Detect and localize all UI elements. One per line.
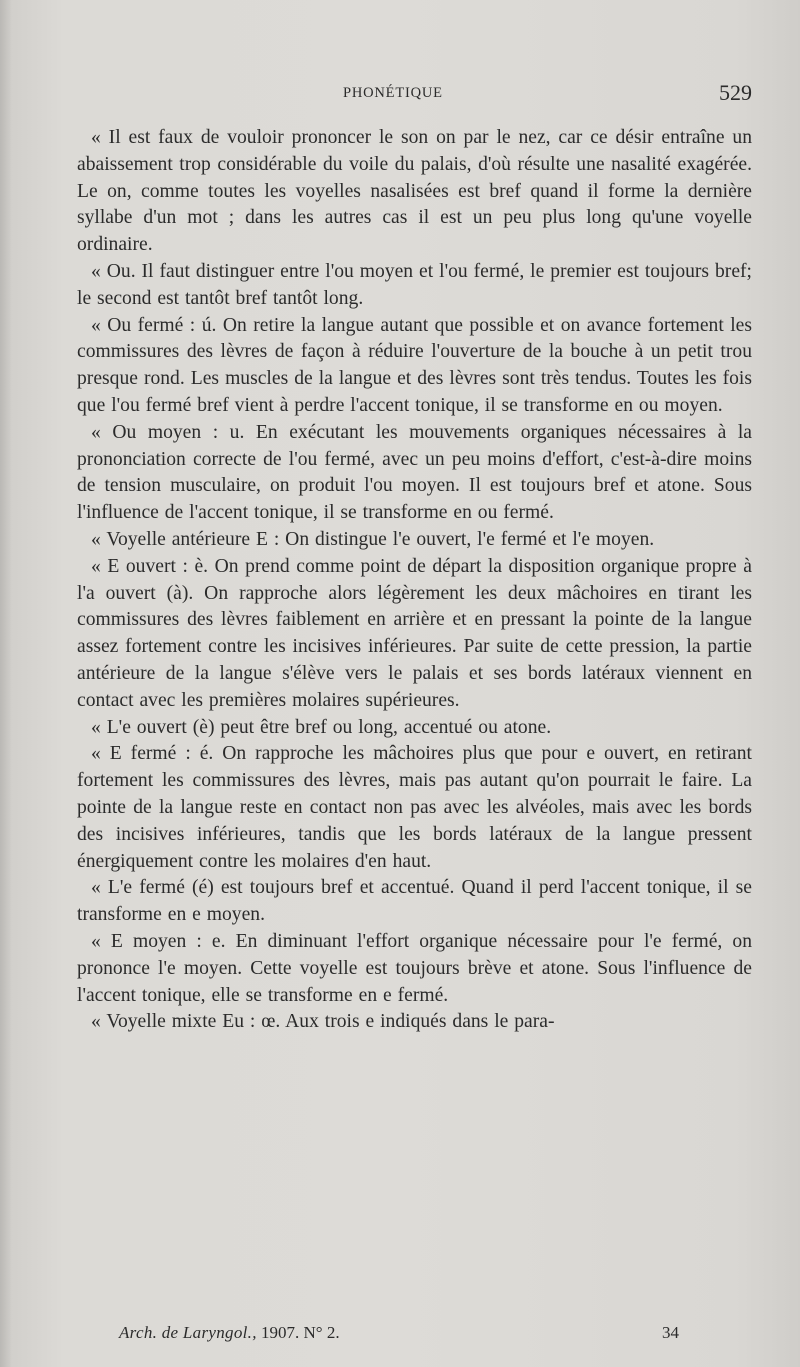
footer-signature: 34 <box>662 1323 679 1342</box>
paragraph-e-ferme: « E fermé : é. On rapproche les mâchoires plus que pour e ouvert, en retirant fortement les commissures des lèvres, mais pas autant qu'on pourrait le faire. La pointe de la langue reste en contact non pas avec les alvéoles, mais avec les bords des incisives inférieures, tandis que les bords latéraux de la langue pressent énergiquement contre les molaires d'en haut. <box>77 743 752 872</box>
footer-source <box>119 1323 340 1343</box>
page-fold-shadow <box>0 0 12 1367</box>
footer-journal: Arch. de Laryngol., <box>119 1323 257 1342</box>
paragraph-e-ferme-accent: « L'e fermé (é) est toujours bref et accentué. Quand il perd l'accent tonique, il se transforme en e moyen. <box>77 877 752 926</box>
paragraph-ou-ferme: « Ou fermé : ú. On retire la langue autant que possible et on avance fortement les commissures des lèvres de façon à réduire l'ouverture de la bouche à un petit trou presque rond. Les muscles de la langue et des lèvres sont très tendus. Toutes les fois que l'ou fermé bref vient à perdre l'accent tonique, il se transforme en ou moyen. <box>77 314 752 416</box>
paragraph-voyelle-mixte-eu: « Voyelle mixte Eu : œ. Aux trois e indiqués dans le para- <box>91 1011 555 1033</box>
paragraph-voyelle-anterieure-e: « Voyelle antérieure E : On distingue l'e ouvert, l'e fermé et l'e moyen. <box>91 528 655 550</box>
paragraph-e-moyen: « E moyen : e. En diminuant l'effort organique nécessaire pour l'e fermé, on prononce l'e moyen. Cette voyelle est toujours brève et atone. Sous l'influence de l'accent tonique, elle se transforme en e fermé. <box>77 930 752 1006</box>
paragraph-ou-moyen: « Ou moyen : u. En exécutant les mouvements organiques nécessaires à la prononciation correcte de l'ou fermé, avec un peu moins d'effort, c'est-à-dire moins de tension musculaire, on produit l'ou moyen. Il est toujours bref et atone. Sous l'influence de l'accent tonique, il se transforme en ou fermé. <box>77 421 752 524</box>
page-footer <box>119 1323 679 1347</box>
page-number: 529 <box>719 80 752 105</box>
footer-year-issue: 1907. N° 2. <box>261 1323 340 1342</box>
running-head-title: PHONÉTIQUE <box>343 85 443 101</box>
running-head <box>0 82 800 106</box>
body-text <box>77 125 752 1036</box>
paragraph-on-nasal: « Il est faux de vouloir prononcer le son on par le nez, car ce désir entraîne un abaissement trop considérable du voile du palais, d'où résulte une nasalité exagérée. Le on, comme toutes les voyelles nasalisées est bref quand il forme la dernière syllabe d'un mot ; dans les autres cas il est un peu plus long qu'une voyelle ordinaire. <box>77 127 752 256</box>
paragraph-e-ouvert-duree: « L'e ouvert (è) peut être bref ou long, accentué ou atone. <box>91 716 552 738</box>
paragraph-e-ouvert: « E ouvert : è. On prend comme point de départ la disposition organique propre à l'a ouvert (à). On rapproche alors légèrement les deux mâchoires en tirant les commissures des lèvres faiblement en arrière et en pressant la pointe de la langue assez fortement contre les incisives inférieures. Par suite de cette pression, la partie antérieure de la langue s'élève vers le palais et ses bords latéraux viennent en contact avec les premières molaires supérieures. <box>77 555 752 711</box>
paragraph-ou: « Ou. Il faut distinguer entre l'ou moyen et l'ou fermé, le premier est toujours bref; le second est tantôt bref tantôt long. <box>77 260 752 309</box>
